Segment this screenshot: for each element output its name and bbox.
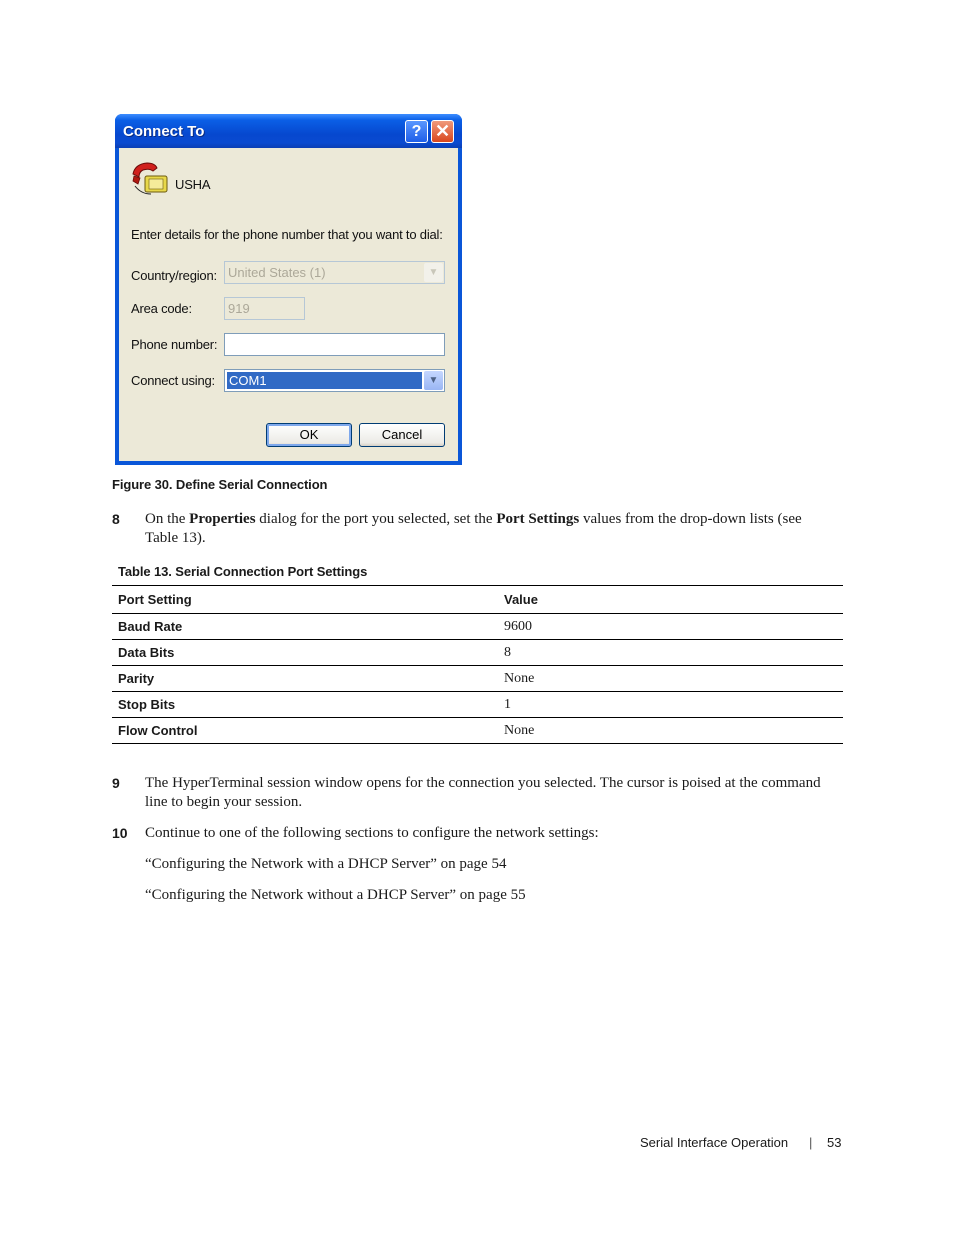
phone-number-label: Phone number:	[131, 337, 218, 352]
connect-using-value: COM1	[227, 372, 422, 389]
country-label: Country/region:	[131, 268, 217, 283]
column-header-value: Value	[498, 586, 843, 614]
properties-term: Properties	[189, 511, 256, 527]
step-8-text-post: values from the drop-down lists (see Table 13).	[145, 511, 802, 546]
step-8-text-mid: dialog for the port you selected, set the	[255, 511, 497, 527]
figure-caption: Figure 30. Define Serial Connection	[112, 477, 328, 492]
setting-value: 9600	[498, 614, 843, 640]
step-9-number: 9	[112, 775, 120, 791]
connect-using-label: Connect using:	[131, 373, 215, 388]
step-8-number: 8	[112, 511, 120, 527]
setting-value: 1	[498, 692, 843, 718]
setting-value: None	[498, 718, 843, 744]
no-dhcp-server-link[interactable]: “Configuring the Network without a DHCP Server” on page 55	[145, 887, 526, 903]
setting-name: Data Bits	[112, 640, 498, 666]
chevron-down-icon[interactable]: ▼	[424, 263, 443, 282]
setting-name: Baud Rate	[112, 614, 498, 640]
chevron-down-icon[interactable]: ▼	[424, 371, 443, 390]
area-code-field[interactable]	[224, 297, 305, 320]
setting-name: Stop Bits	[112, 692, 498, 718]
connect-to-dialog	[115, 114, 462, 465]
footer-separator: |	[809, 1135, 813, 1150]
step-10-text: Continue to one of the following sections to configure the network settings:	[145, 825, 599, 841]
country-select[interactable]	[224, 261, 445, 284]
footer-section-title: Serial Interface Operation	[640, 1135, 789, 1150]
table-row	[112, 718, 843, 744]
step-8-text	[145, 510, 835, 548]
step-8-text-pre: On the	[145, 511, 190, 527]
instruction-text: Enter details for the phone number that you want to dial:	[131, 227, 443, 242]
cancel-button[interactable]: Cancel	[359, 423, 445, 447]
telephone-icon	[131, 160, 171, 198]
port-settings-term: Port Settings	[496, 511, 580, 527]
table-row	[112, 666, 843, 692]
connect-using-select[interactable]	[224, 369, 445, 392]
area-code-value: 919	[228, 301, 250, 316]
port-settings-table	[112, 585, 843, 744]
page-number: 53	[827, 1135, 842, 1150]
step-10-number: 10	[112, 825, 128, 841]
help-icon[interactable]: ?	[405, 120, 428, 143]
dhcp-server-link[interactable]: “Configuring the Network with a DHCP Server” on page 54	[145, 856, 507, 872]
table-caption: Table 13. Serial Connection Port Settings	[118, 564, 368, 579]
column-header-port-setting: Port Setting	[112, 586, 498, 614]
country-value: United States (1)	[228, 265, 326, 280]
close-icon[interactable]: ✕	[431, 120, 454, 143]
dialog-titlebar	[115, 114, 462, 148]
dialog-client-area	[119, 148, 458, 461]
step-9-text: The HyperTerminal session window opens for the connection you selected. The cursor is poised at the command line to begin your session.	[145, 775, 821, 810]
dialog-title: Connect To	[123, 123, 205, 140]
table-row	[112, 614, 843, 640]
ok-button[interactable]: OK	[266, 423, 352, 447]
table-header-row	[112, 586, 843, 614]
table-row	[112, 640, 843, 666]
connection-name: USHA	[175, 177, 211, 192]
setting-value: 8	[498, 640, 843, 666]
table-row	[112, 692, 843, 718]
area-code-label: Area code:	[131, 301, 192, 316]
setting-name: Parity	[112, 666, 498, 692]
setting-name: Flow Control	[112, 718, 498, 744]
phone-number-field[interactable]	[224, 333, 445, 356]
setting-value: None	[498, 666, 843, 692]
